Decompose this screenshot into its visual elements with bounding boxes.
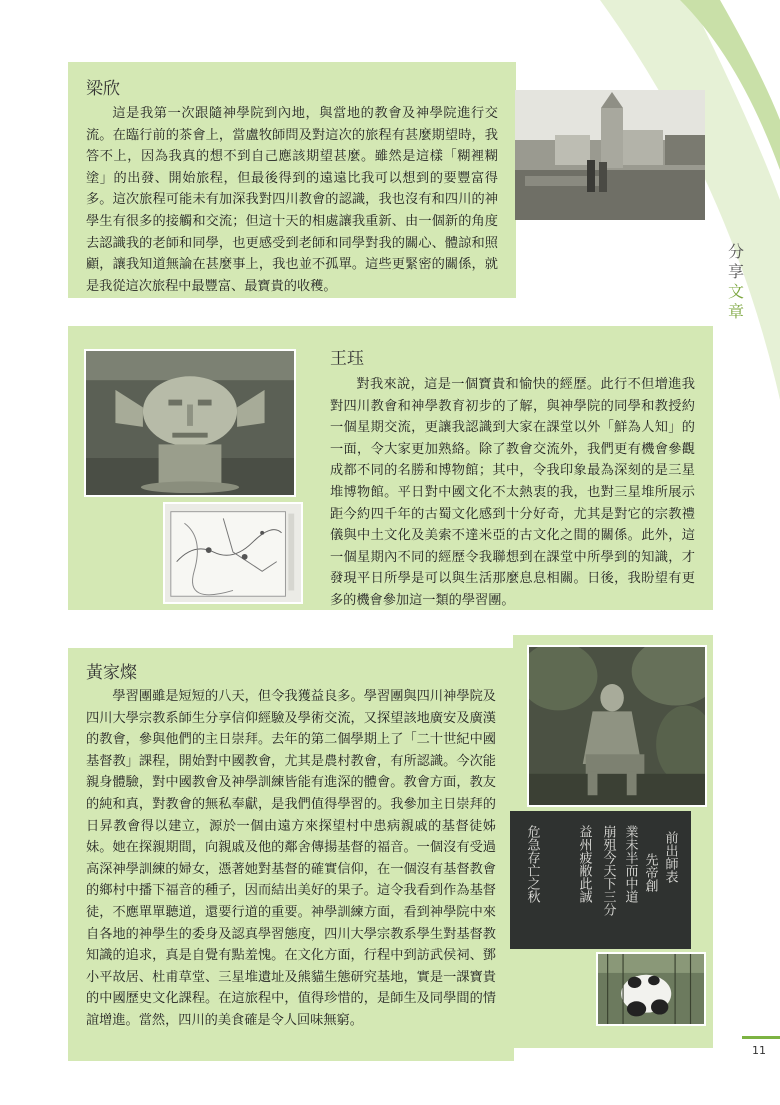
article-3-author: 黃家燦	[86, 663, 137, 683]
calligraphy-column: 前出師表	[662, 831, 678, 883]
section-label-char: 文	[727, 282, 744, 301]
section-label-char: 章	[727, 302, 744, 321]
museum-map-photo	[163, 502, 303, 604]
calligraphy-photo	[510, 811, 691, 949]
calligraphy-column: 益州疲敝此誠	[576, 825, 592, 903]
article-2-author: 王珏	[330, 349, 364, 369]
panda-photo	[596, 952, 706, 1026]
article-1-box	[68, 62, 516, 298]
calligraphy-column: 業未半而中道	[622, 825, 638, 903]
statue-photo	[527, 645, 707, 807]
article-3-box	[68, 648, 514, 1061]
article-3-body: 學習團雖是短短的八天，但令我獲益良多。學習團與四川神學院及四川大學宗教系師生分享信仰經驗及學術交流，又探望該地廣安及廣漢的教會，參與他們的主日崇拜。去年的第二個學期上了「二十世紀中國基督教」課程，開始對中國教會，尤其是農村教會，有所認識。今次能親身體驗，對中國教會及神學訓練皆能有進深的體會。教會方面，教友的純和真，對教會的無私奉獻，是我們值得學習的。我參加主日崇拜的日昇教會得以建立，源於一個由遠方來探望村中患病親戚的基督徒姊妹。她在探親期間，向親戚及他的鄰舍傳揚基督的福音。一個沒有受過高深神學訓練的婦女，憑著她對基督的確實信仰，在一個沒有基督教會的鄉村中播下福音的種子，因而結出美好的果子。這令我看到作為基督徒，不應單單聽道，還要行道的重要。神學訓練方面，看到神學院中來自各地的神學生的委身及認真學習態度，四川大學宗教系學生對基督教知識的追求，真是自覺有點羞愧。在文化方面，行程中到訪武侯祠、鄧小平故居、杜甫草堂、三星堆遺址及熊貓生態研究基地，實是一課寶貴的中國歷史文化課程。在這旅程中，值得珍惜的，是師生及同學間的情誼增進。當然，四川的美食確是令人回味無窮。	[86, 689, 496, 1028]
section-label	[726, 242, 746, 322]
calligraphy-column: 崩殂今天下三分	[600, 825, 616, 916]
article-1-author: 梁欣	[86, 79, 120, 99]
page-number: 11	[752, 1044, 766, 1057]
church-photo	[515, 90, 705, 220]
bronze-mask-photo	[84, 349, 296, 497]
article-2-body: 對我來說，這是一個寶貴和愉快的經歷。此行不但增進我對四川教會和神學教育初步的了解，與神學院的同學和教授約一個星期交流，更讓我認識到大家在課堂以外「鮮為人知」的一面，令大家更加熟絡。除了教會交流外，我們更有機會參觀成都不同的名勝和博物館；其中，令我印象最為深刻的是三星堆博物館。平日對中國文化不太熱衷的我，也對三星堆所展示距今約四千年的古蜀文化感到十分好奇，尤其是對它的宗教禮儀與中土文化及美索不達米亞的古文化之間的關係。此外，這一個星期內不同的經歷令我聯想到在課堂中所學到的知識，才發現平日所學是可以與生活那麼息息相關。日後，我盼望有更多的機會參加這一類的學習團。	[330, 377, 695, 608]
page-number-rule	[742, 1036, 780, 1039]
calligraphy-column: 先帝創	[642, 853, 658, 892]
section-label-char: 享	[727, 262, 744, 281]
article-1-body: 這是我第一次跟隨神學院到內地，與當地的教會及神學院進行交流。在臨行前的茶會上，當盧牧師問及對這次的旅程有甚麼期望時，我答不上，因為我真的想不到自己應該期望甚麼。雖然是這樣「糊裡糊塗」的出發、開始旅程，但最後得到的遠遠比我可以想到的要豐富得多。這次旅程可能未有加深我對四川教會的認識，我也沒有和四川的神學生有很多的接觸和交流；但這十天的相處讓我重新、由一個新的角度去認識我的老師和同學，也更感受到老師和同學對我的關心、體諒和照顧，讓我知道無論在甚麼事上，我也並不孤單。這些更緊密的關係，就是我從這次旅程中最豐富、最寶貴的收穫。	[86, 106, 498, 294]
section-label-char: 分	[727, 242, 744, 261]
calligraphy-column: 危急存亡之秋	[524, 825, 540, 903]
